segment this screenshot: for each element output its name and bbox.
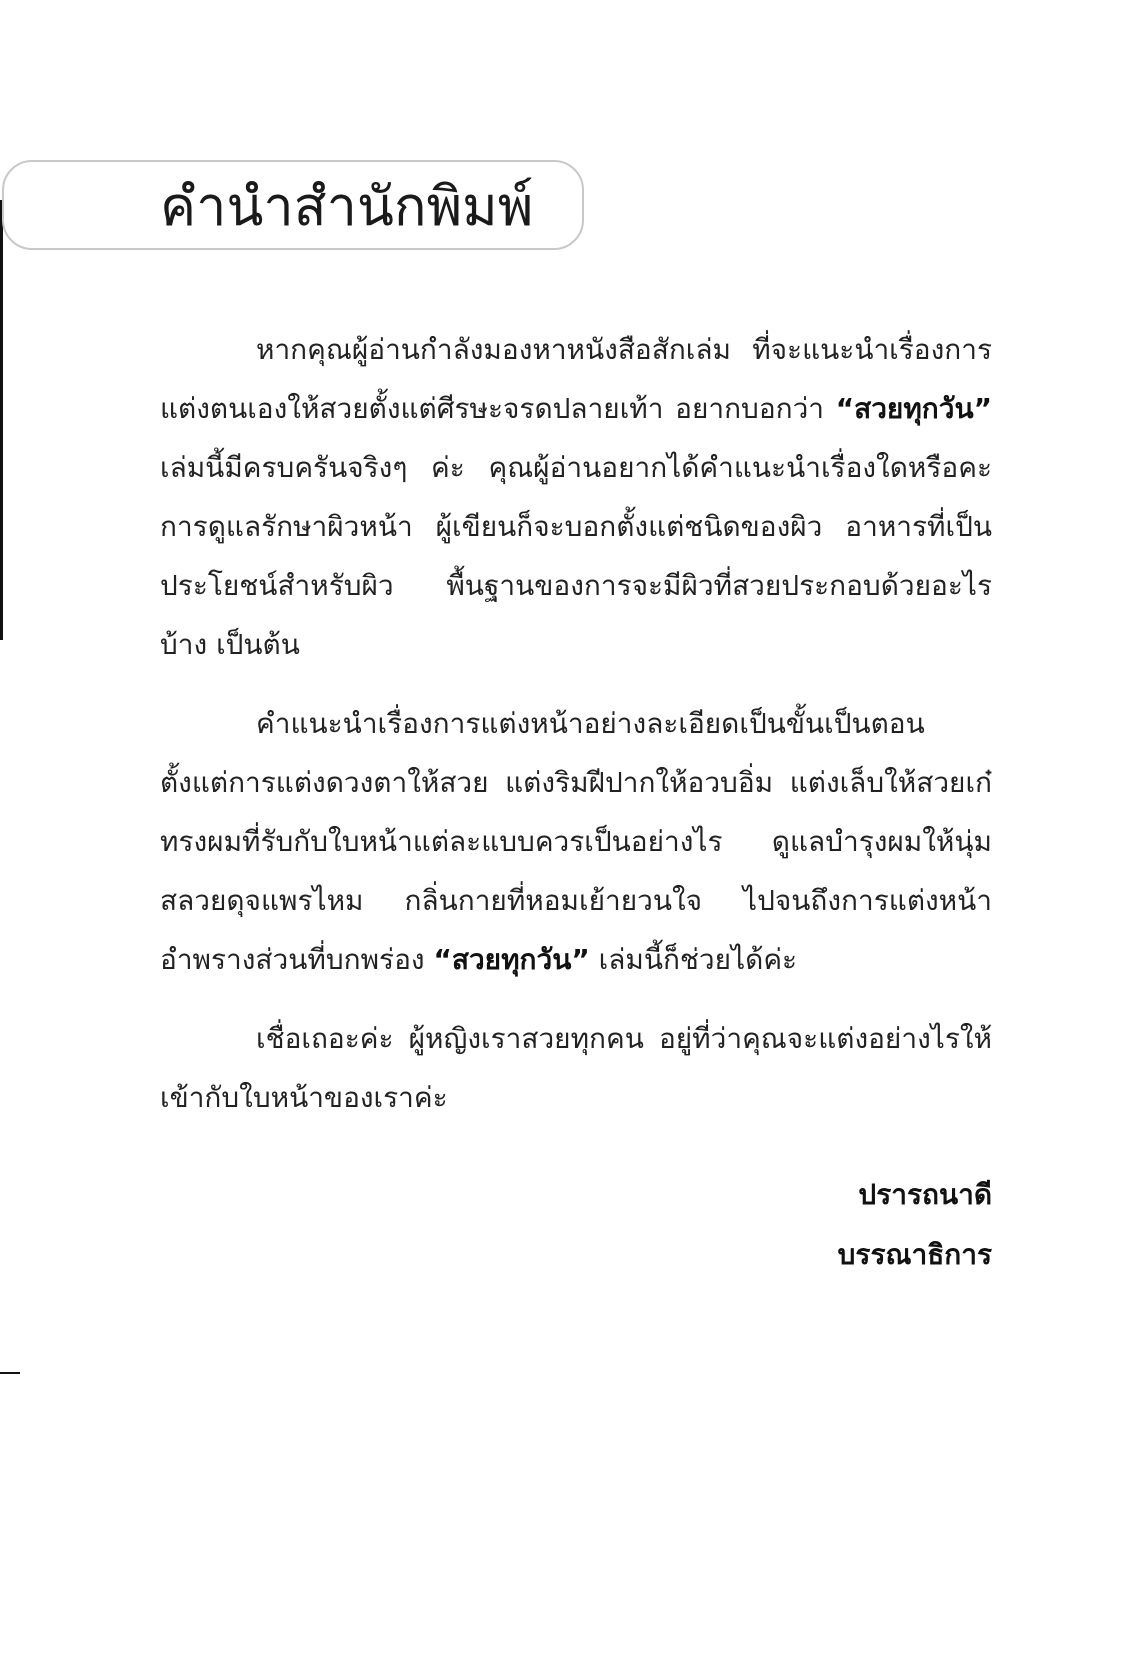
paragraph-text: หากคุณผู้อ่านกำลังมองหาหนังสือสักเล่ม ที่จะแนะนำเรื่องการแต่งตนเองให้สวยตั้งแต่ศีรษะจรดปลายเท้า อยากบอกว่า — [160, 333, 992, 425]
paragraph-1 — [160, 320, 992, 674]
paragraph-text: เล่มนี้ก็ช่วยได้ค่ะ — [589, 943, 798, 976]
signature-closing: ปรารถนาดี — [858, 1178, 992, 1211]
signature-author: บรรณาธิการ — [837, 1238, 992, 1271]
paragraph-text: เล่มนี้มีครบครันจริงๆ ค่ะ คุณผู้อ่านอยากได้คำแนะนำเรื่องใดหรือคะ การดูแลรักษาผิวหน้า ผู้เขียนก็จะบอกตั้งแต่ชนิดของผิว อาหารที่เป็นประโยชน์สำหรับผิว พื้นฐานของการจะมีผิวที่สวยประกอบด้วยอะไรบ้าง เป็นต้น — [160, 451, 992, 661]
paragraph-text: เชื่อเถอะค่ะ ผู้หญิงเราสวยทุกคน อยู่ที่ว่าคุณจะแต่งอย่างไรให้เข้ากับใบหน้าของเราค่ะ — [160, 1022, 992, 1114]
paragraph-2 — [160, 694, 992, 989]
signature-block — [838, 1165, 992, 1285]
paragraph-3 — [160, 1009, 992, 1127]
paragraph-text: คำแนะนำเรื่องการแต่งหน้าอย่างละเอียดเป็นขั้นเป็นตอน ตั้งแต่การแต่งดวงตาให้สวย แต่งริมฝีปากให้อวบอิ่ม แต่งเล็บให้สวยเก๋ ทรงผมที่รับกับใบหน้าแต่ละแบบควรเป็นอย่างไร ดูแลบำรุงผมให้นุ่มสลวยดุจแพรไหม กลิ่นกายที่หอมเย้ายวนใจ ไปจนถึงการแต่งหน้าอำพรางส่วนที่บกพร่อง — [160, 707, 992, 976]
left-edge-tick — [0, 1372, 20, 1374]
preface-body — [160, 320, 992, 1147]
page-title: คำนำสำนักพิมพ์ — [160, 175, 534, 238]
left-edge-rule — [0, 200, 3, 640]
book-title-emphasis: “สวยทุกวัน” — [835, 392, 992, 425]
book-title-emphasis: “สวยทุกวัน” — [433, 943, 590, 976]
